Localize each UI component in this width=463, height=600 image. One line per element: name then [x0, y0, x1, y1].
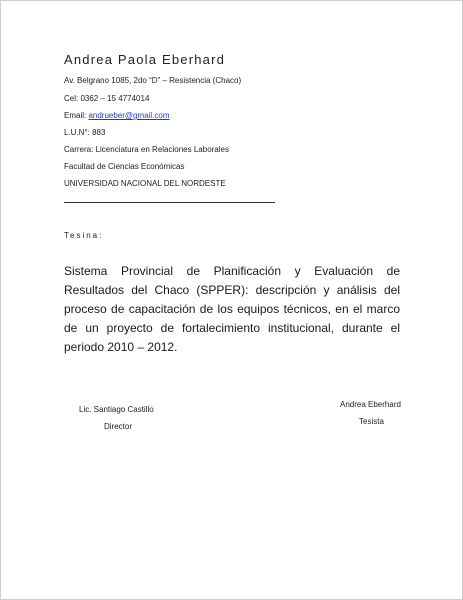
director-name: Lic. Santiago Castillo	[79, 405, 154, 414]
tesista-name: Andrea Eberhard	[340, 400, 401, 409]
author-phone: Cel: 0362 – 15 4774014	[64, 94, 150, 103]
thesis-title: Sistema Provincial de Planificación y Evaluación de Resultados del Chaco (SPPER): descripción y análisis del proceso de capacitación de los equipos técnicos, en el marco de un proyecto de fortalecimiento institucional, durante el periodo 2010 – 2012.	[64, 264, 400, 354]
author-address: Av. Belgrano 1085, 2do “D” – Resistencia (Chaco)	[64, 76, 242, 85]
document-type-label: Tesina:	[64, 231, 104, 240]
divider-line	[64, 202, 275, 203]
email-label: Email:	[64, 111, 89, 120]
author-email-line	[64, 111, 170, 120]
tesista-role: Tesista	[359, 417, 384, 426]
author-name: Andrea Paola Eberhard	[64, 52, 226, 67]
director-role: Director	[104, 422, 133, 431]
author-university: UNIVERSIDAD NACIONAL DEL NORDESTE	[64, 179, 226, 188]
email-link[interactable]: andrueber@gmail.com	[88, 111, 170, 120]
author-faculty: Facultad de Ciencias Económicas	[64, 162, 185, 171]
author-career: Carrera: Licenciatura en Relaciones Laborales	[64, 145, 229, 154]
author-lun: L.U.N°: 883	[64, 128, 106, 137]
